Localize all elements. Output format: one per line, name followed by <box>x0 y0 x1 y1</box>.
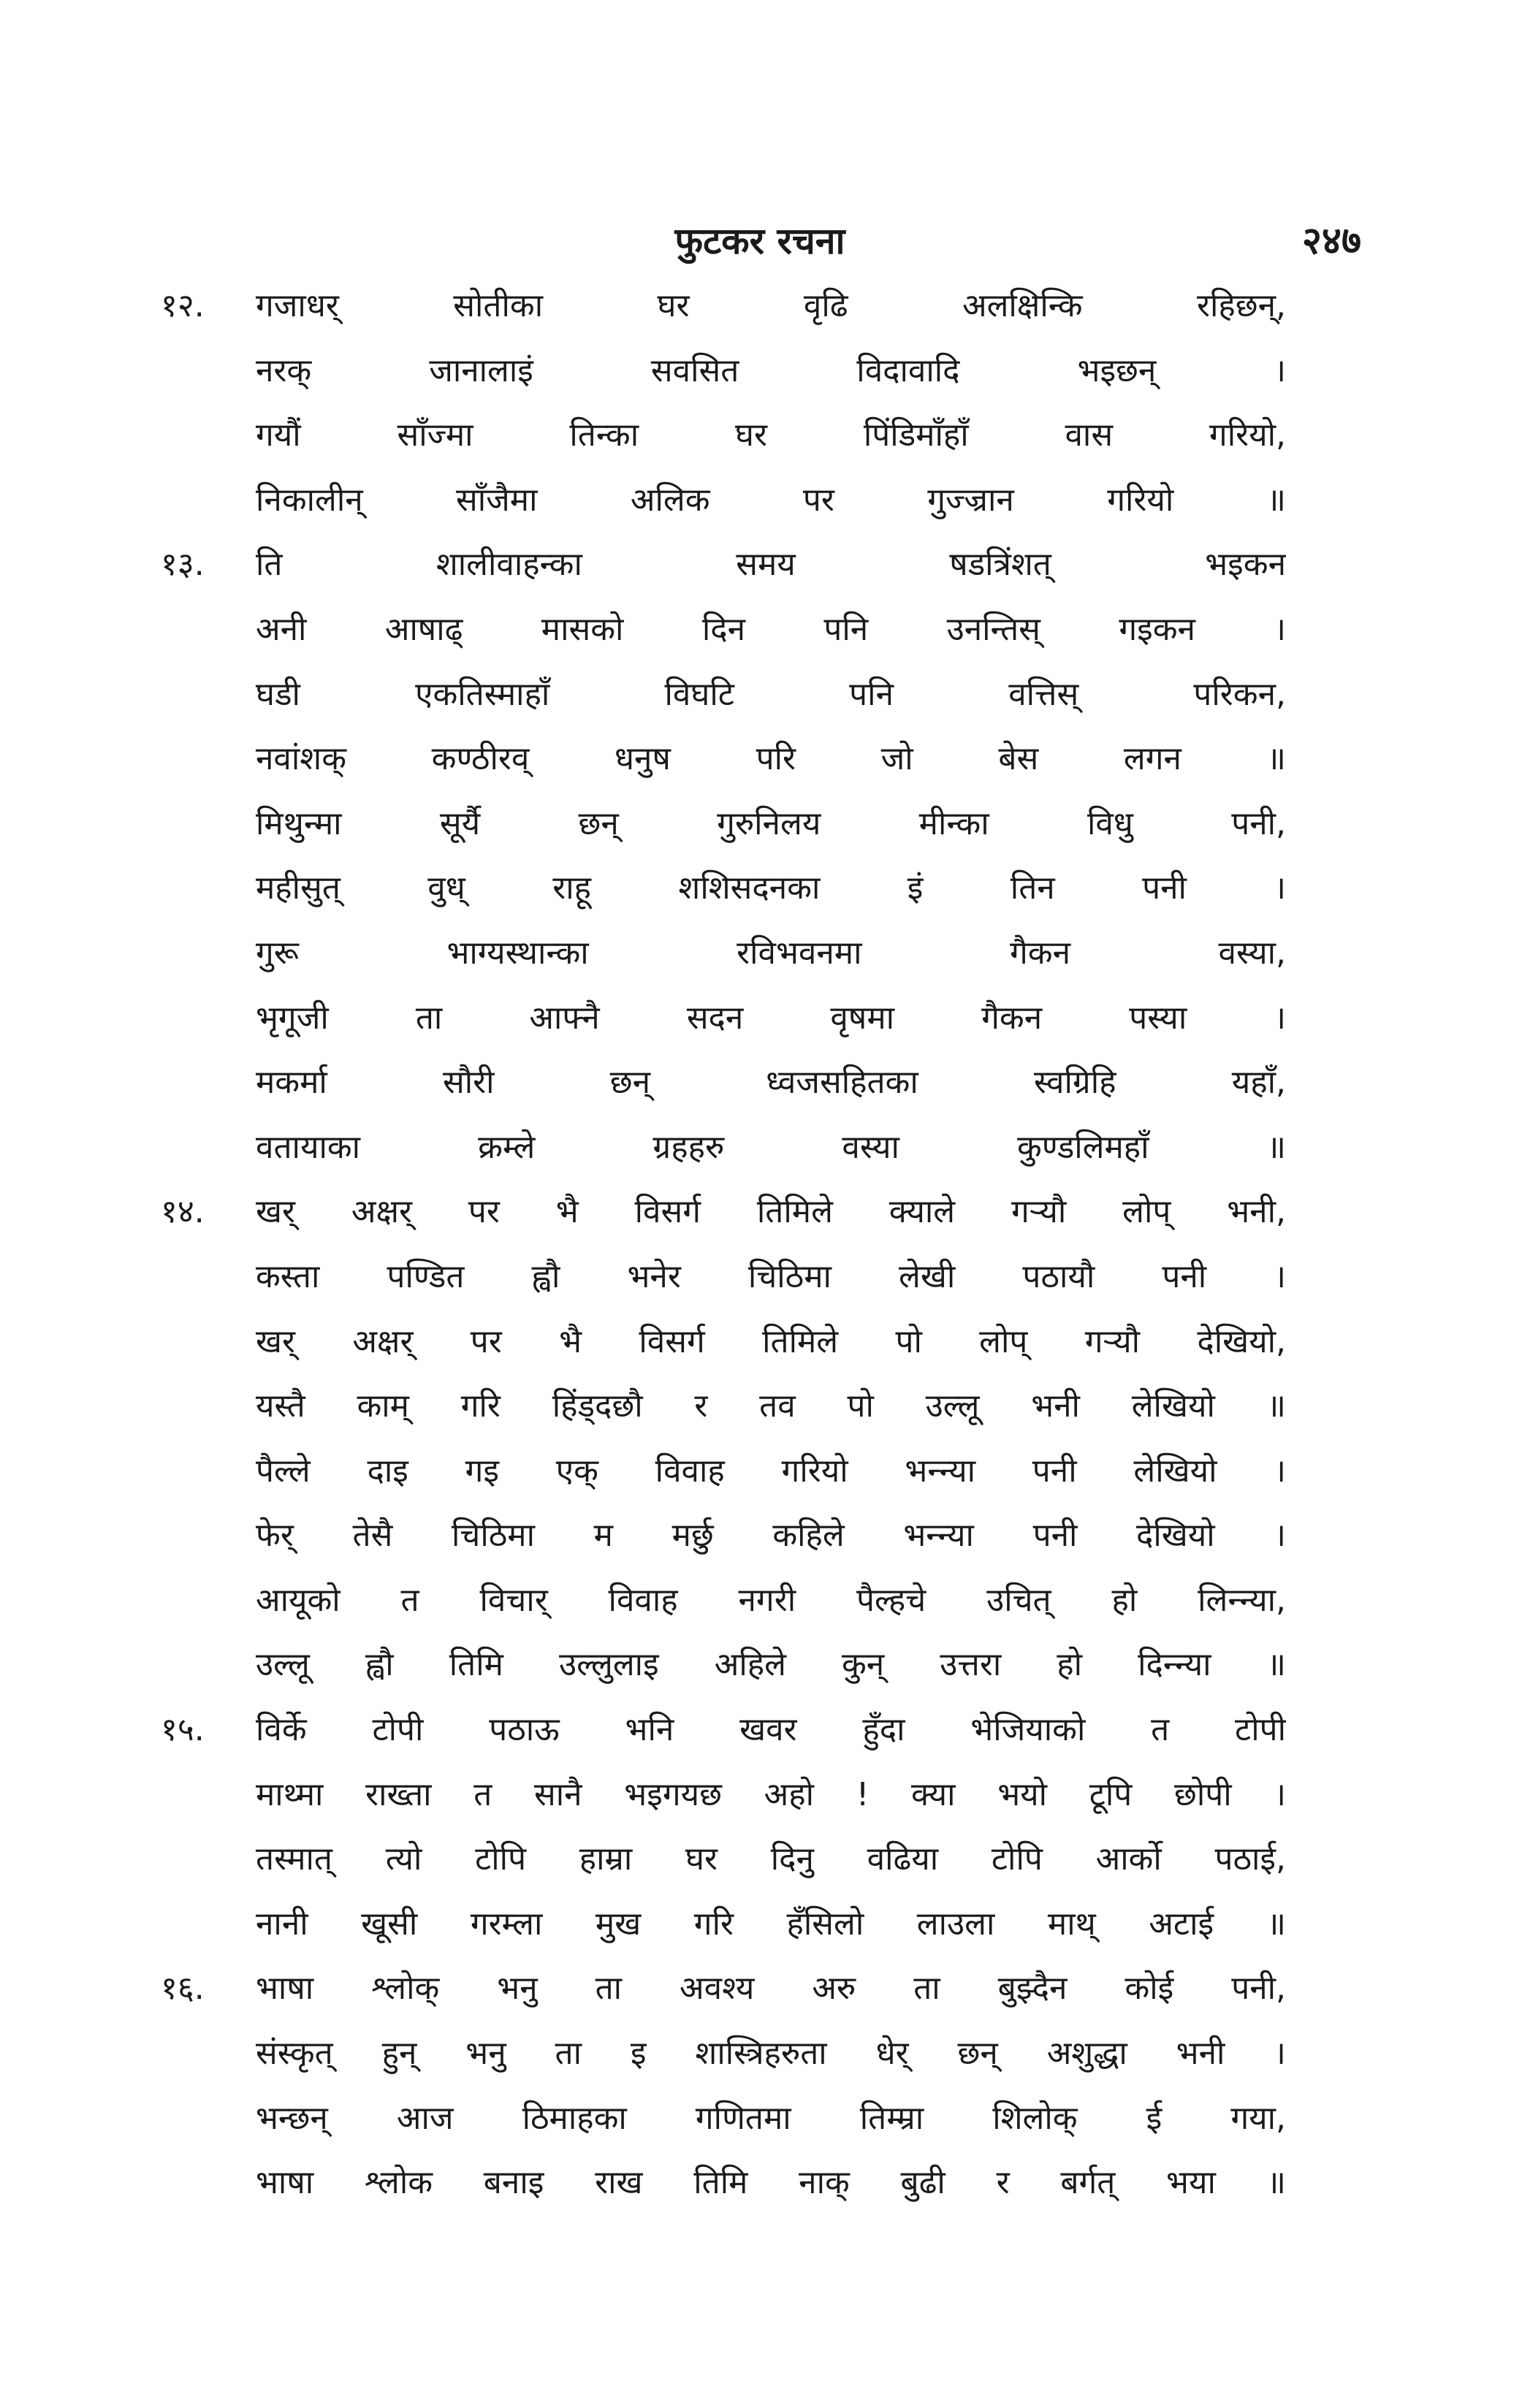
verse-line: महीसुत् वुध् राहू शशिसदनका इं तिन पनी । <box>256 869 1286 907</box>
verse-number: १५. <box>161 1711 205 1749</box>
verse-line: यस्तै काम् गरि हिंड्दछौ र तव पो उल्लू भनी लेखियो ॥ <box>256 1387 1286 1425</box>
verse-line: भृगूजी ता आफ्नै सदन वृषमा गैकन पस्या । <box>256 999 1286 1037</box>
verse-number: १३. <box>161 546 205 584</box>
verse-line: नानी खूसी गरम्ला मुख गरि हँसिलो लाउला माथ् अटाई ॥ <box>256 1905 1286 1943</box>
verse-line: खर् अक्षर् पर भै विसर्ग तिमिले क्याले गऱ्यौ लोप् भनी, <box>256 1193 1286 1231</box>
verse-line: भन्छन् आज ठिमाहका गणितमा तिम्म्रा शिलोक् ई गया, <box>256 2099 1286 2137</box>
verse-line: अनी आषाढ् मासको दिन पनि उनन्तिस् गइकन । <box>256 610 1286 648</box>
verse-line: गुरू भाग्यस्थान्का रविभवनमा गैकन वस्या, <box>256 934 1286 972</box>
verse-line: विर्के टोपी पठाऊ भनि खवर हुँदा भेजियाको त टोपी <box>256 1711 1286 1749</box>
running-head <box>248 212 1271 270</box>
verse-line: पैल्ले दाइ गइ एक् विवाह गरियो भन्न्या पनी लेखियो । <box>256 1452 1286 1490</box>
verse-line: तस्मात् त्यो टोपि हाम्रा घर दिनु वढिया टोपि आर्को पठाई, <box>256 1840 1286 1878</box>
verse-line: गजाधर् सोतीका घर वृढि अलक्षिन्कि रहिछन्, <box>256 287 1286 324</box>
verse-line: भाषा श्लोक् भनु ता अवश्य अरु ता बुझ्दैन कोई पनी, <box>256 1970 1286 2008</box>
verse-line: मिथुन्मा सूर्यै छन् गुरुनिलय मीन्का विधु पनी, <box>256 804 1286 842</box>
verse-line: मकर्मा सौरी छन् ध्वजसहितका स्वग्रिहि यहाँ, <box>256 1064 1286 1102</box>
verse-line: संस्कृत् हुन् भनु ता इ शास्त्रिहरुता धेर् छन् अशुद्धा भनी । <box>256 2035 1286 2073</box>
page-number: २४७ <box>1301 219 1361 263</box>
verse-13 <box>161 533 1286 1180</box>
verse-line: उल्लू ह्वौ तिमि उल्लुलाइ अहिले कुन् उत्तरा हो दिन्न्या ॥ <box>256 1646 1286 1684</box>
page-title: फुटकर रचना <box>674 220 845 262</box>
verse-line: फेर् तेसै चिठिमा म मर्छु कहिले भन्न्या पनी देखियो । <box>256 1517 1286 1555</box>
verse-number: १६. <box>161 1970 205 2008</box>
verse-number: १२. <box>161 287 205 324</box>
verse-list <box>161 274 1286 2216</box>
verse-line: घडी एकतिस्माहाँ विघटि पनि वत्तिस् परिकन, <box>256 675 1286 713</box>
verse-line: नवांशक् कण्ठीरव् धनुष परि जो बेस लगन ॥ <box>256 740 1286 778</box>
verse-number: १४. <box>161 1193 205 1231</box>
verse-line: ति शालीवाहन्का समय षडत्रिंशत् भइकन <box>256 546 1286 584</box>
verse-line: भाषा श्लोक बनाइ राख तिमि नाक् बुढी र बर्गत् भया ॥ <box>256 2164 1286 2202</box>
verse-line: आयूको त विचार् विवाह नगरी पैल्हचे उचित् हो लिन्न्या, <box>256 1581 1286 1619</box>
verse-line: कस्ता पण्डित ह्वौ भनेर चिठिमा लेखी पठायौ पनी । <box>256 1257 1286 1295</box>
verse-line: माथ्मा राख्ता त सानै भइगयछ अहो ! क्या भयो टूपि छोपी । <box>256 1775 1286 1813</box>
verse-line: खर् अक्षर् पर भै विसर्ग तिमिले पो लोप् गऱ्यौ देखियो, <box>256 1322 1286 1360</box>
verse-line: निकालीन् साँजैमा अलिक पर गुज्ज्रान गरियो ॥ <box>256 481 1286 519</box>
verse-line: वतायाका क्रम्ले ग्रहहरु वस्या कुण्डलिमहाँ ॥ <box>256 1128 1286 1166</box>
verse-15 <box>161 1698 1286 1956</box>
verse-14 <box>161 1180 1286 1698</box>
verse-line: नरक् जानालाइं सवसित विदावादि भइछन् । <box>256 351 1286 389</box>
verse-12 <box>161 274 1286 533</box>
verse-16 <box>161 1956 1286 2215</box>
verse-line: गयौं साँज्मा तिन्का घर पिंडिमाँहाँ वास गरियो, <box>256 416 1286 454</box>
